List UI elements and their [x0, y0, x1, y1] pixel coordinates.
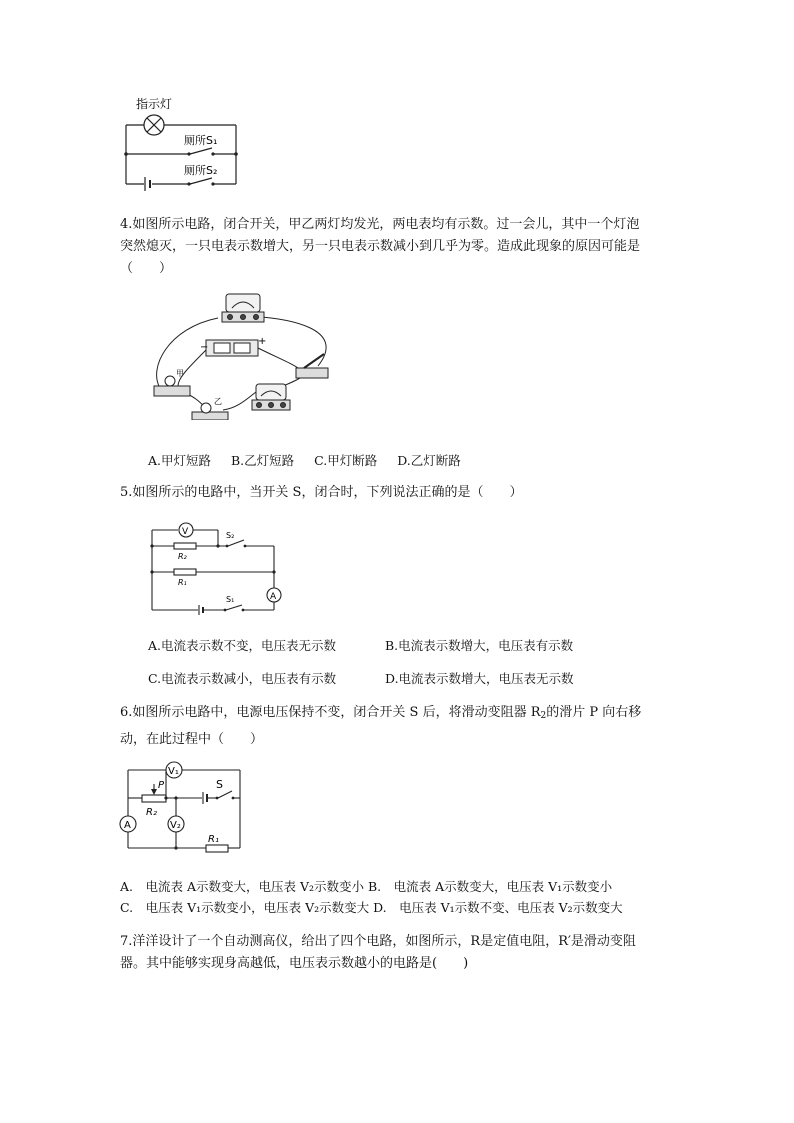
- lamp-jia-label: 甲: [176, 369, 184, 378]
- q7-stem: [120, 931, 636, 975]
- q5-s1-label: S₁: [226, 595, 235, 604]
- q4-physical-circuit-svg: [148, 288, 358, 420]
- indicator-lamp-circuit-diagram: [118, 96, 248, 192]
- q5-option-b: B.电流表示数增大，电压表有示数: [385, 638, 574, 653]
- q5-voltmeter-label: V: [182, 527, 189, 537]
- q4-line2: 突然熄灭，一只电表示数增大，另一只电表示数减小到几乎为零。造成此现象的原因可能是: [120, 239, 641, 254]
- q5-option-a: A.电流表示数不变，电压表无示数: [148, 638, 337, 653]
- q5-circuit-diagram: [142, 516, 292, 616]
- q5-r2-label: R₂: [178, 552, 187, 561]
- q4-stem: [120, 214, 640, 280]
- q4-physical-circuit-figure: [148, 288, 358, 420]
- q6-line2: 动，在此过程中（ ）: [120, 732, 264, 747]
- q6-line1-sub: 2: [540, 711, 547, 721]
- battery-plus-label: +: [258, 336, 267, 347]
- q6-stem: [120, 702, 641, 751]
- q4-option-c: C.甲灯断路: [314, 453, 378, 468]
- q7-line1: 7.洋洋设计了一个自动测高仪，给出了四个电路，如图所示，R是定值电阻，R′是滑动变阻: [120, 934, 636, 949]
- q6-line1: [120, 702, 641, 727]
- q6-slider-p-label: P: [158, 780, 165, 791]
- q5-stem: 5.如图所示的电路中，当开关 S，闭合时，下列说法正确的是（ ）: [120, 485, 523, 500]
- q6-switch-label: S: [216, 778, 223, 791]
- q6-option-ab: A. 电流表 A示数变大，电压表 V₂示数变小 B. 电流表 A示数变大，电压表 V₁示数变小: [120, 879, 613, 894]
- q5-ammeter-label: A: [270, 592, 277, 602]
- q6-r1-label: R₁: [208, 834, 219, 845]
- q6-line1-a: 6.如图所示电路中，电源电压保持不变，闭合开关 S 后，将滑动变阻器 R: [120, 705, 541, 720]
- switch2-label: 厕所S₂: [184, 164, 218, 177]
- q6-ammeter-label: A: [124, 820, 131, 831]
- q6-option-cd: C. 电压表 V₁示数变小，电压表 V₂示数变大 D. 电压表 V₁示数不变、电压表 V₂示数变大: [120, 900, 623, 915]
- switch1-label: 厕所S₁: [184, 134, 218, 147]
- indicator-lamp-circuit-svg: [118, 96, 248, 192]
- lamp-label: 指示灯: [136, 97, 173, 111]
- q5-r1-label: R₁: [178, 578, 187, 587]
- q5-circuit-svg: [142, 516, 292, 616]
- q5-s2-label: S₂: [226, 531, 235, 540]
- q6-v1-label: V₁: [168, 766, 179, 777]
- q4-option-a: A.甲灯短路: [148, 453, 212, 468]
- q5-option-d: D.电流表示数增大，电压表无示数: [385, 671, 574, 686]
- q4-options: [148, 451, 461, 469]
- battery-minus-label: −: [200, 342, 209, 353]
- q4-option-b: B.乙灯短路: [231, 453, 295, 468]
- q4-line1: 4.如图所示电路，闭合开关，甲乙两灯均发光，两电表均有示数。过一会儿，其中一个灯泡: [120, 217, 640, 232]
- q6-v2-label: V₂: [170, 820, 181, 831]
- q4-line3: （ ）: [120, 261, 173, 276]
- q5-option-c: C.电流表示数减小，电压表有示数: [148, 671, 337, 686]
- q7-line2: 器。其中能够实现身高越低，电压表示数越小的电路是( ): [120, 956, 469, 971]
- q6-line1-b: 的滑片 P 向右移: [546, 705, 642, 720]
- q6-circuit-diagram: [116, 758, 246, 854]
- q6-circuit-svg: [116, 758, 246, 854]
- q4-option-d: D.乙灯断路: [397, 453, 461, 468]
- lamp-yi-label: 乙: [214, 397, 222, 406]
- q6-r2-label: R₂: [146, 807, 157, 818]
